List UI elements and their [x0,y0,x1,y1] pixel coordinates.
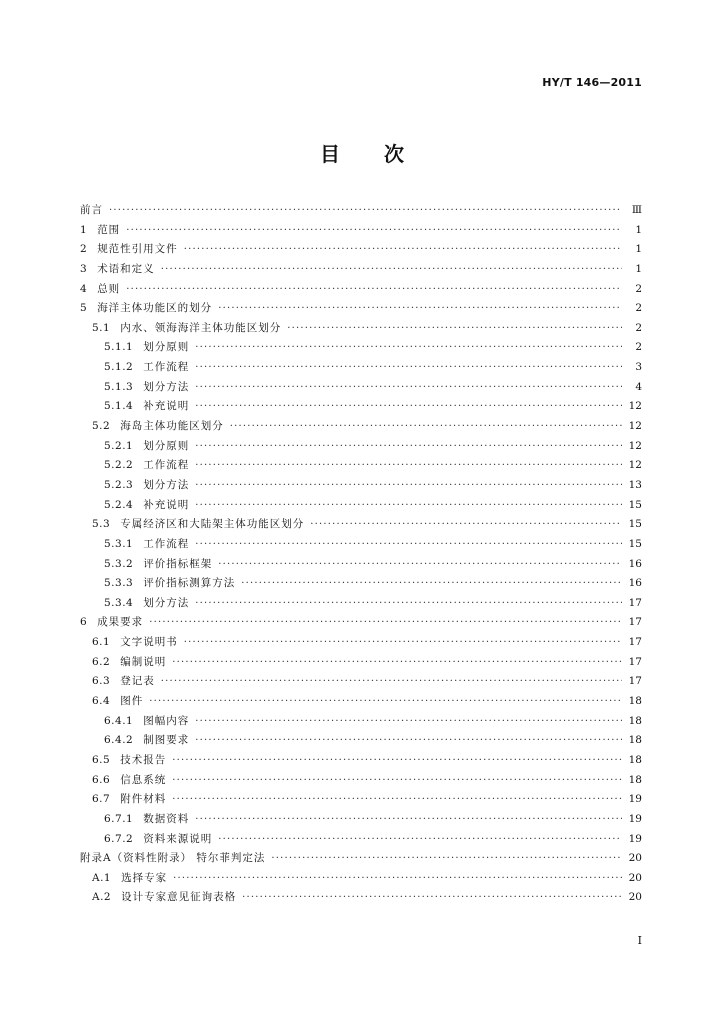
toc-entry-page: 15 [628,537,642,550]
toc-entry-number: 5.1.1 [104,341,134,354]
toc-entry-label: 术语和定义 [97,262,155,275]
toc-entry-page: 2 [635,321,642,334]
toc-entry-page: 12 [628,420,642,433]
toc-entry[interactable] [80,672,642,692]
toc-entry[interactable] [80,476,642,496]
toc-entry-number: 6.4.2 [104,734,134,747]
toc-entry-number: 1 [80,223,88,236]
toc-entry-label: 工作流程 [143,459,190,472]
toc-entry[interactable] [80,417,642,437]
toc-entry-page: 2 [635,302,642,315]
toc-entry[interactable] [80,280,642,300]
toc-entry-page: 18 [628,695,642,708]
toc-entry-page: Ⅲ [631,204,642,216]
toc-dot-leader [241,574,622,594]
toc-entry-page: 17 [628,596,642,609]
toc-entry-page: 20 [628,891,642,904]
toc-entry-label: 划分方法 [143,596,190,609]
toc-entry-page: 18 [628,773,642,786]
toc-dot-leader [218,299,622,319]
toc-entry-page: 17 [628,636,642,649]
toc-entry-number: 5.1.3 [104,380,134,393]
toc-entry-label: 补充说明 [143,498,190,511]
toc-entry-number: 6.2 [92,655,111,668]
toc-entry[interactable] [80,240,642,260]
toc-entry-page: 17 [628,616,642,629]
toc-entry-page: 4 [635,380,642,393]
toc-dot-leader [310,515,622,535]
toc-entry-label: 制图要求 [143,734,190,747]
toc-entry[interactable] [80,201,642,221]
page-title-char-1: 目 [320,142,340,166]
toc-dot-leader [172,790,622,810]
toc-entry-label: 划分方法 [143,380,190,393]
toc-entry[interactable] [80,888,642,908]
toc-entry-label: 评价指标测算方法 [143,577,236,590]
toc-entry-page: 1 [635,243,642,256]
toc-dot-leader [149,613,622,633]
toc-entry-label: 资料来源说明 [143,832,213,845]
page-title [0,138,724,167]
toc-entry-page: 2 [635,341,642,354]
toc-entry-label: 规范性引用文件 [97,243,178,256]
toc-dot-leader [184,633,622,653]
toc-entry-number: 5.3.1 [104,537,134,550]
toc-entry-number: 5.1.2 [104,361,134,374]
toc-dot-leader [218,830,622,850]
toc-entry-number: 5.3.3 [104,577,134,590]
toc-entry[interactable] [80,260,642,280]
toc-entry[interactable] [80,633,642,653]
toc-entry-page: 18 [628,753,642,766]
toc-entry-label: 海洋主体功能区的划分 [97,302,213,315]
toc-entry-number: 5.2 [92,420,111,433]
toc-entry-page: 19 [628,793,642,806]
toc-entry-page: 19 [628,812,642,825]
toc-entry-page: 12 [628,459,642,472]
toc-entry-label: 划分原则 [143,439,190,452]
toc-entry[interactable] [80,221,642,241]
toc-entry-label: 登记表 [120,675,155,688]
toc-entry[interactable] [80,849,642,869]
toc-entry-page: 15 [628,518,642,531]
toc-dot-leader [161,672,622,692]
toc-entry[interactable] [80,869,642,889]
toc-entry-number: 5.2.2 [104,459,134,472]
toc-entry-page: 18 [628,734,642,747]
toc-entry[interactable] [80,299,642,319]
toc-dot-leader [195,594,622,614]
toc-entry-page: 17 [628,675,642,688]
toc-dot-leader [184,240,622,260]
table-of-contents [80,201,642,908]
toc-entry-label: 内水、领海海洋主体功能区划分 [120,321,282,334]
toc-entry-number: 6.4 [92,695,111,708]
toc-entry-number: 6.1 [92,636,111,649]
toc-dot-leader [195,712,622,732]
toc-entry-label: 评价指标框架 [143,557,213,570]
toc-entry-label: 范围 [97,223,121,236]
toc-entry-number: 5.3.4 [104,596,134,609]
toc-entry-number: 6.7.2 [104,832,134,845]
toc-entry[interactable] [80,613,642,633]
toc-entry[interactable] [80,515,642,535]
toc-entry-number: 5.2.1 [104,439,134,452]
toc-dot-leader [126,280,622,300]
toc-entry-label: 前言 [80,204,103,216]
toc-dot-leader [271,849,622,869]
toc-entry-page: 20 [628,852,642,865]
toc-entry-page: 12 [628,400,642,413]
toc-entry[interactable] [80,437,642,457]
toc-dot-leader [172,771,622,791]
toc-dot-leader [161,260,622,280]
toc-entry-page: 2 [635,282,642,295]
toc-entry-label: 技术报告 [120,753,167,766]
toc-entry-page: 19 [628,832,642,845]
page-folio: I [637,934,642,947]
toc-dot-leader [230,417,622,437]
toc-dot-leader [173,869,622,889]
toc-entry-label: 文字说明书 [120,636,178,649]
toc-entry-page: 1 [635,223,642,236]
toc-dot-leader [172,751,622,771]
toc-entry[interactable] [80,319,642,339]
toc-dot-leader [195,535,622,555]
toc-dot-leader [172,653,622,673]
toc-entry-label: 图件 [120,695,144,708]
toc-entry[interactable] [80,496,642,516]
toc-entry-number: 5.2.4 [104,498,134,511]
toc-entry[interactable] [80,830,642,850]
toc-entry-page: 17 [628,655,642,668]
toc-entry-number: 6.4.1 [104,714,134,727]
toc-entry-page: 1 [635,262,642,275]
toc-entry-number: 5.2.3 [104,478,134,491]
toc-entry-page: 18 [628,714,642,727]
toc-entry-number: 5.3 [92,518,111,531]
toc-dot-leader [195,731,622,751]
standard-code: HY/T 146—2011 [542,76,642,89]
toc-entry[interactable] [80,790,642,810]
toc-dot-leader [109,201,622,221]
toc-dot-leader [195,338,622,358]
toc-entry[interactable] [80,771,642,791]
toc-entry[interactable] [80,594,642,614]
toc-dot-leader [195,358,622,378]
toc-entry-number: 3 [80,262,88,275]
page-title-char-2: 次 [384,142,404,166]
toc-entry-number: 6.7.1 [104,812,134,825]
toc-entry[interactable] [80,692,642,712]
toc-entry-number: 6 [80,616,88,629]
toc-dot-leader [195,378,622,398]
toc-entry-number: 6.5 [92,753,111,766]
toc-entry-label: 信息系统 [120,773,167,786]
toc-entry-page: 15 [628,498,642,511]
toc-entry[interactable] [80,653,642,673]
toc-entry-number: A.2 [92,891,112,904]
toc-entry-number: 2 [80,243,88,256]
toc-entry-label: 划分原则 [143,341,190,354]
toc-entry-number: 5.3.2 [104,557,134,570]
toc-entry-label: 海岛主体功能区划分 [120,420,224,433]
toc-dot-leader [218,555,622,575]
toc-entry[interactable] [80,810,642,830]
toc-entry-number: 4 [80,282,88,295]
toc-dot-leader [126,221,622,241]
toc-entry-number: 5 [80,302,88,315]
toc-entry-number: 5.1.4 [104,400,134,413]
toc-entry-number: A.1 [92,871,112,884]
toc-entry-page: 20 [628,871,642,884]
toc-entry-page: 16 [628,557,642,570]
toc-entry-label: 编制说明 [120,655,167,668]
toc-entry[interactable] [80,338,642,358]
toc-entry[interactable] [80,712,642,732]
toc-entry[interactable] [80,456,642,476]
toc-entry-number: 5.1 [92,321,111,334]
toc-entry-label: 选择专家 [121,871,168,884]
toc-entry-label: 划分方法 [143,478,190,491]
toc-entry-label: 设计专家意见征询表格 [121,891,237,904]
toc-dot-leader [195,496,622,516]
toc-entry-label: 补充说明 [143,400,190,413]
toc-entry-page: 12 [628,439,642,452]
toc-dot-leader [242,888,622,908]
toc-entry[interactable] [80,574,642,594]
toc-entry-label: 总则 [97,282,121,295]
toc-entry-number: 6.6 [92,773,111,786]
toc-entry-page: 3 [635,361,642,374]
toc-entry-number: 6.3 [92,675,111,688]
toc-entry[interactable] [80,378,642,398]
toc-entry[interactable] [80,535,642,555]
toc-dot-leader [195,397,622,417]
toc-entry-label: 附录A（资料性附录） 特尔菲判定法 [80,852,266,865]
toc-dot-leader [195,456,622,476]
toc-entry-label: 成果要求 [97,616,144,629]
toc-entry-label: 图幅内容 [143,714,190,727]
toc-entry-label: 附件材料 [120,793,167,806]
toc-entry-label: 工作流程 [143,361,190,374]
toc-entry-page: 13 [628,478,642,491]
toc-dot-leader [195,437,622,457]
toc-entry[interactable] [80,397,642,417]
toc-entry[interactable] [80,555,642,575]
toc-entry[interactable] [80,731,642,751]
toc-dot-leader [195,810,622,830]
toc-entry-page: 16 [628,577,642,590]
toc-dot-leader [287,319,622,339]
toc-entry-number: 6.7 [92,793,111,806]
toc-dot-leader [195,476,622,496]
toc-entry-label: 专属经济区和大陆架主体功能区划分 [120,518,305,531]
toc-entry-label: 数据资料 [143,812,190,825]
toc-entry[interactable] [80,358,642,378]
toc-entry[interactable] [80,751,642,771]
toc-entry-label: 工作流程 [143,537,190,550]
toc-dot-leader [149,692,622,712]
